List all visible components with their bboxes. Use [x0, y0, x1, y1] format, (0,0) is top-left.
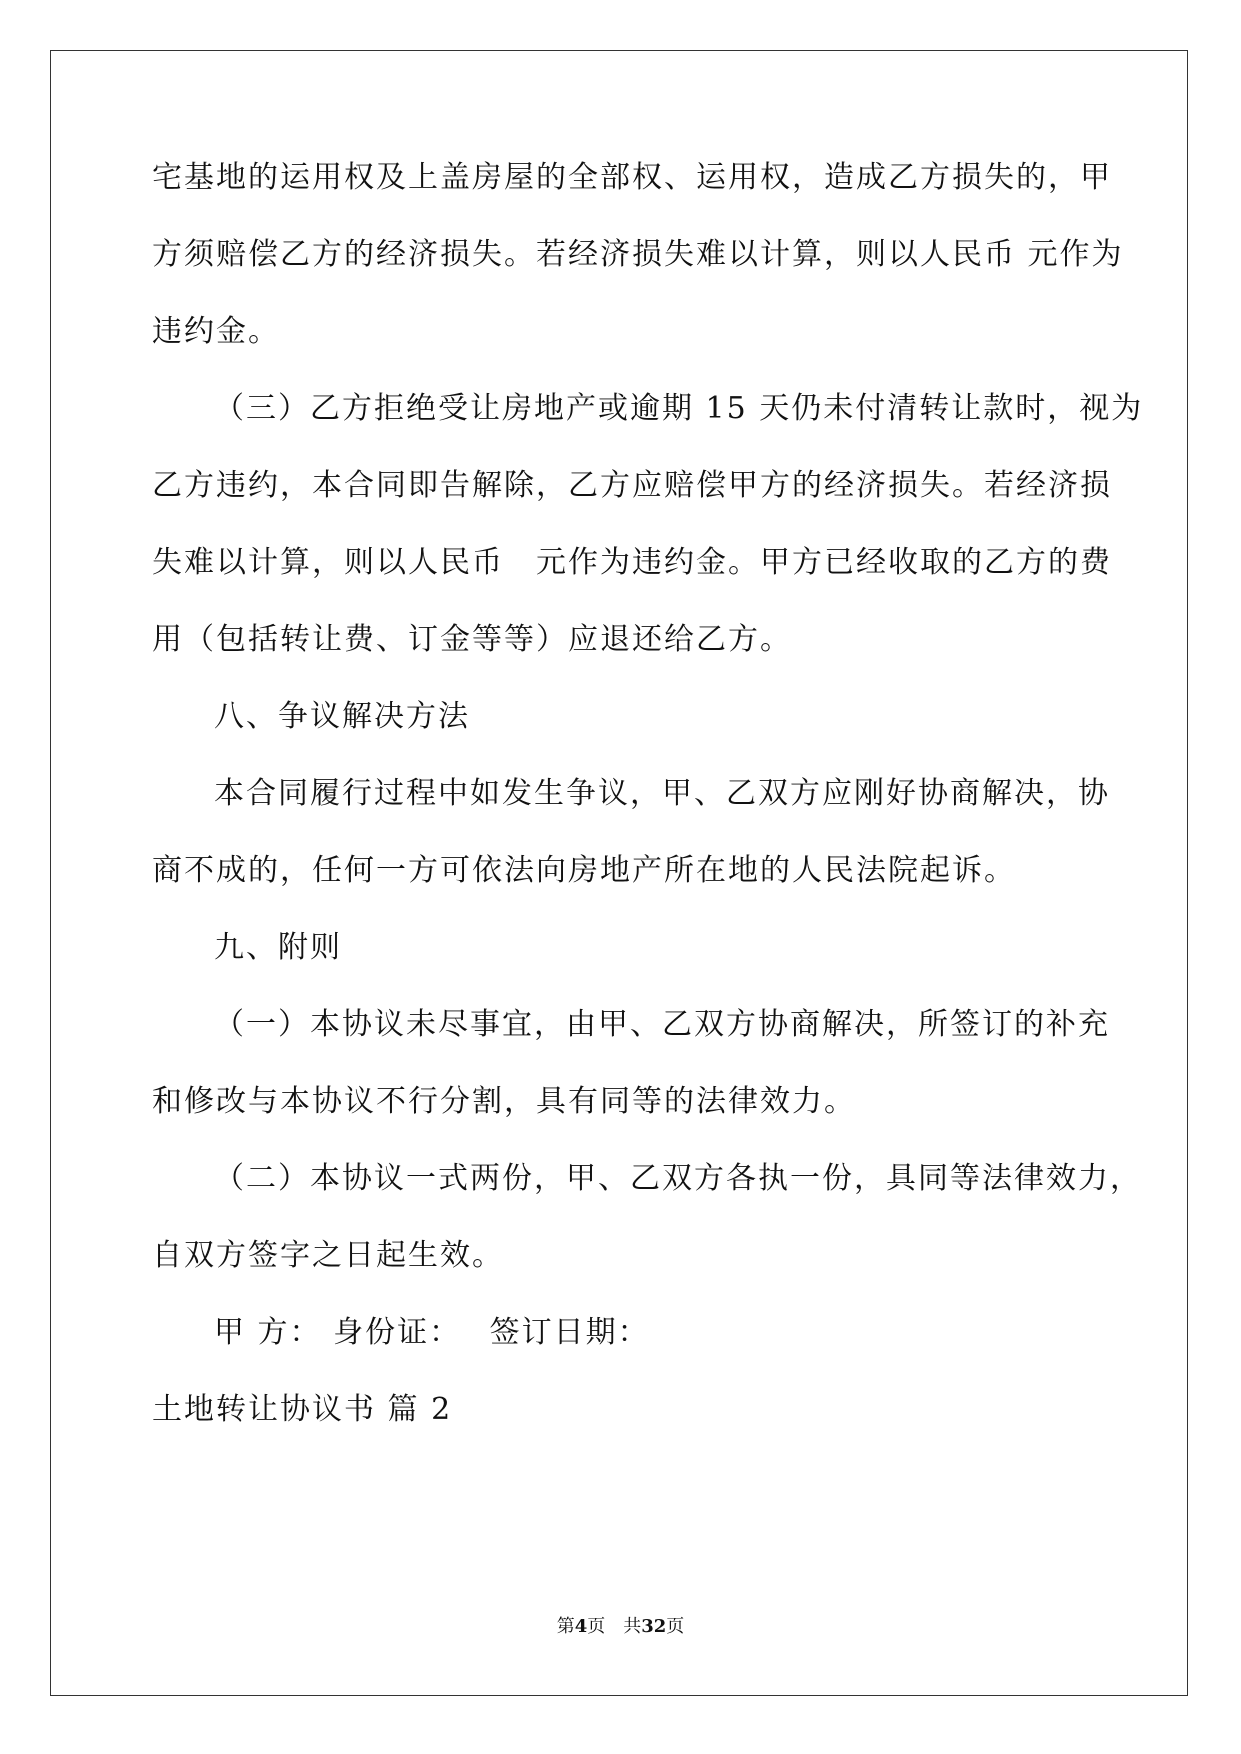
- paragraph-2-start: （二）本协议一式两份，甲、乙双方各执一份，具同等法律效力，: [214, 1161, 1142, 1196]
- footer-total-pages: 32: [641, 1616, 667, 1637]
- footer-mid: 页 共: [587, 1616, 642, 1637]
- section-heading-8: 八、争议解决方法: [214, 699, 470, 734]
- footer-prefix: 第: [556, 1616, 575, 1637]
- text-line: 自双方签字之日起生效。: [152, 1238, 504, 1273]
- next-section-title: 土地转让协议书 篇 2: [152, 1392, 453, 1427]
- text-line: 方须赔偿乙方的经济损失。若经济损失难以计算，则以人民币 元作为: [152, 237, 1124, 272]
- text-line: 乙方违约，本合同即告解除，乙方应赔偿甲方的经济损失。若经济损: [152, 468, 1112, 503]
- text-line: 用（包括转让费、订金等等）应退还给乙方。: [152, 622, 792, 657]
- paragraph-3-start: （三）乙方拒绝受让房地产或逾期 15 天仍未付清转让款时，视为: [214, 391, 1144, 426]
- text-line: 违约金。: [152, 314, 280, 349]
- text-line: 失难以计算，则以人民币 元作为违约金。甲方已经收取的乙方的费: [152, 545, 1112, 580]
- signature-line: 甲 方： 身份证： 签订日期：: [214, 1315, 650, 1350]
- paragraph-1-start: （一）本协议未尽事宜，由甲、乙双方协商解决，所签订的补充: [214, 1007, 1110, 1042]
- text-line: 和修改与本协议不行分割，具有同等的法律效力。: [152, 1084, 856, 1119]
- paragraph-dispute: 本合同履行过程中如发生争议，甲、乙双方应刚好协商解决，协: [214, 776, 1110, 811]
- footer-suffix: 页: [666, 1616, 685, 1637]
- section-heading-9: 九、附则: [214, 930, 342, 965]
- page-footer: [0, 1612, 1241, 1638]
- text-line: 宅基地的运用权及上盖房屋的全部权、运用权，造成乙方损失的，甲: [152, 160, 1112, 195]
- footer-page-number: 4: [574, 1616, 588, 1637]
- text-line: 商不成的，任何一方可依法向房地产所在地的人民法院起诉。: [152, 853, 1016, 888]
